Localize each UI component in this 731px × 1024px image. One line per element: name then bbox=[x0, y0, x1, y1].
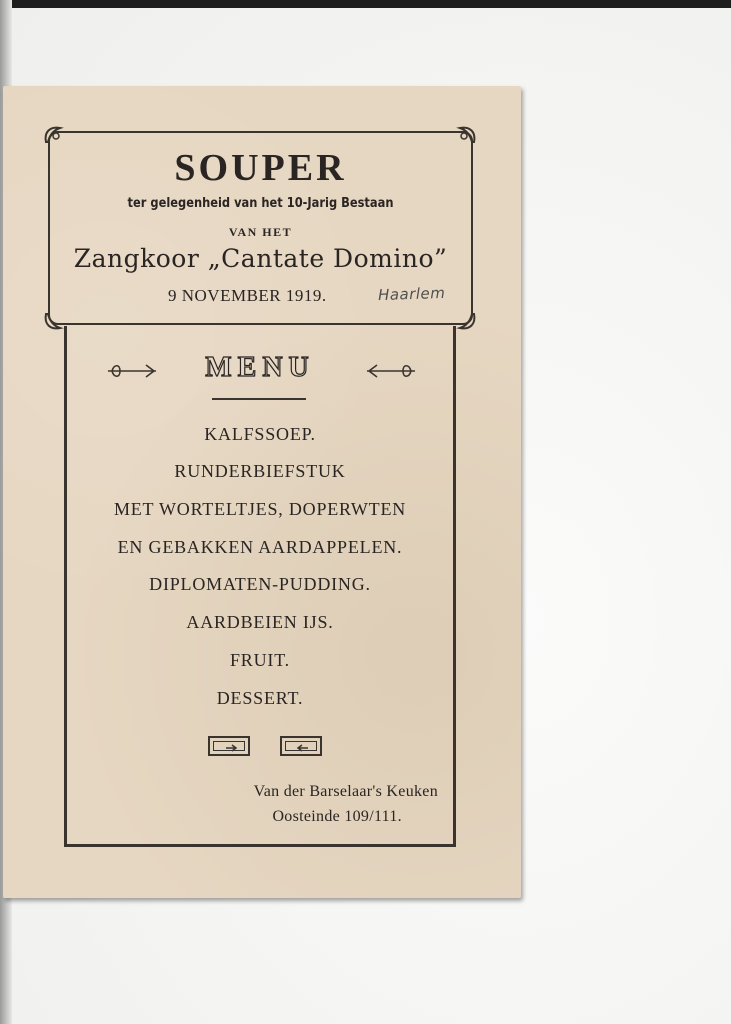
corner-ornament-bottom-left-icon bbox=[42, 310, 64, 332]
menu-item: AARDBEIEN IJS. bbox=[186, 612, 334, 632]
page-title: SOUPER bbox=[174, 147, 347, 189]
corner-ornament-top-right-icon bbox=[456, 124, 478, 146]
caterer-name: Van der Barselaar's Keuken bbox=[253, 783, 438, 800]
menu-item: RUNDERBIEFSTUK bbox=[174, 461, 346, 481]
menu-item: DESSERT. bbox=[216, 688, 304, 708]
occasion-line: ter gelegenheid van het 10-Jarig Bestaan bbox=[127, 196, 394, 211]
choir-name: Zangkoor „Cantate Domino” bbox=[73, 244, 448, 273]
menu-title: MENU bbox=[205, 352, 315, 383]
menu-title-rule bbox=[212, 398, 306, 400]
arrow-left-ornament-icon bbox=[280, 736, 322, 756]
handwritten-note: Haarlem bbox=[377, 283, 446, 305]
arrow-right-ornament-icon bbox=[208, 736, 250, 756]
van-het-line: VAN HET bbox=[228, 225, 293, 239]
scanner-top-edge bbox=[0, 0, 731, 8]
menu-item: EN GEBAKKEN AARDAPPELEN. bbox=[117, 537, 403, 557]
corner-ornament-top-left-icon bbox=[42, 124, 64, 146]
menu-item: MET WORTELTJES, DOPERWTEN bbox=[113, 499, 407, 519]
flourish-right-icon bbox=[365, 360, 417, 382]
event-date: 9 NOVEMBER 1919. bbox=[168, 286, 327, 305]
caterer-address: Oosteinde 109/111. bbox=[272, 808, 402, 825]
menu-item: KALFSSOEP. bbox=[204, 424, 316, 444]
flourish-left-icon bbox=[106, 360, 158, 382]
menu-item: DIPLOMATEN-PUDDING. bbox=[149, 574, 371, 594]
menu-item: FRUIT. bbox=[230, 650, 290, 670]
corner-ornament-bottom-right-icon bbox=[456, 310, 478, 332]
